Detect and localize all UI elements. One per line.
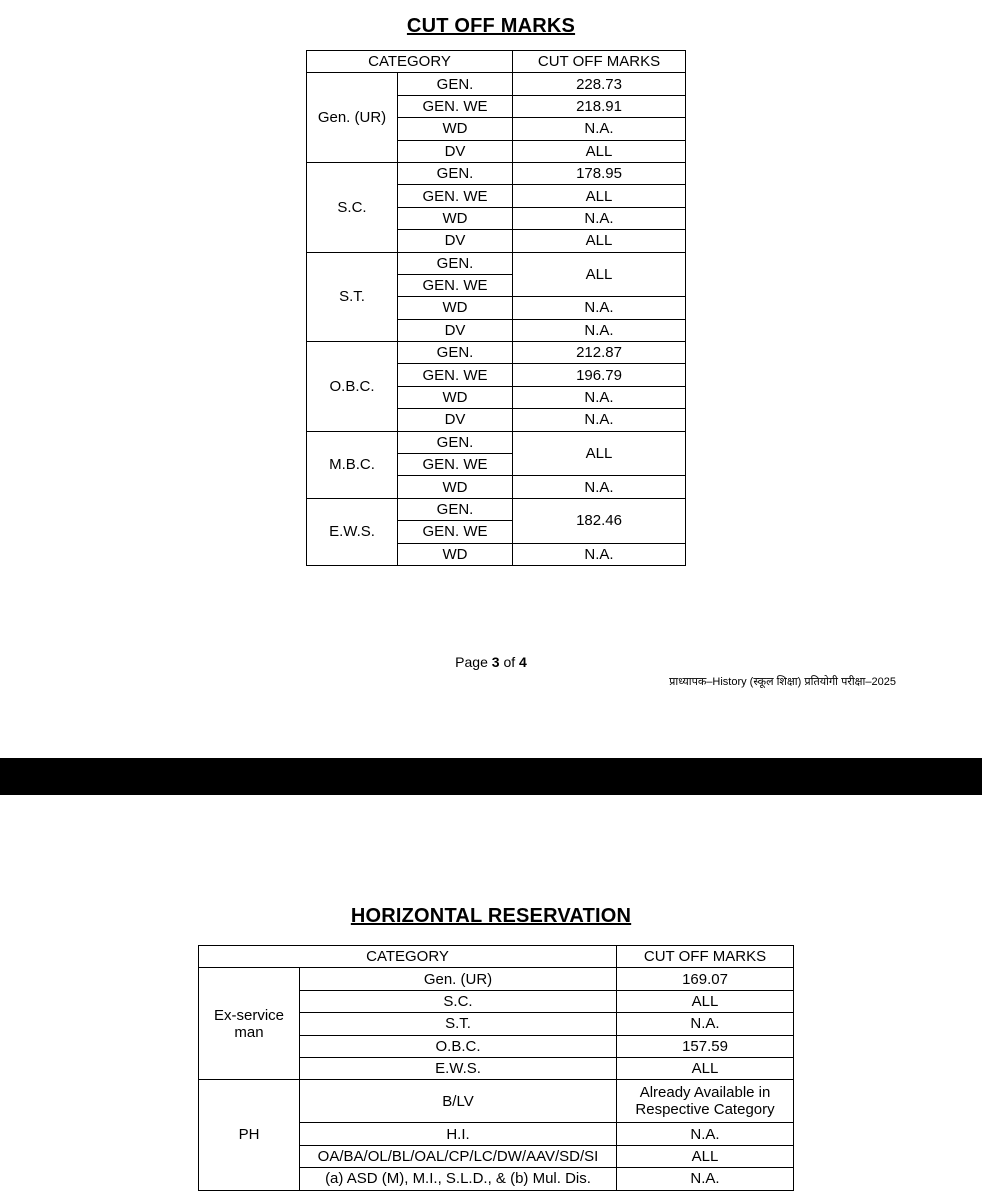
marks-cell: 169.07 (617, 968, 794, 990)
subcategory-cell: GEN. WE (398, 364, 513, 386)
table-row (199, 1080, 794, 1123)
marks-cell: ALL (513, 185, 686, 207)
page-of: of (499, 654, 520, 670)
subcategory-cell: DV (398, 319, 513, 341)
header-cutoff-marks: CUT OFF MARKS (513, 51, 686, 73)
subcategory-cell: GEN. WE (398, 521, 513, 543)
subcategory-cell: E.W.S. (300, 1057, 617, 1079)
subcategory-cell: GEN. (398, 342, 513, 364)
category-cell: PH (199, 1080, 300, 1190)
marks-cell: N.A. (513, 409, 686, 431)
cutoff-title: CUT OFF MARKS (406, 15, 576, 37)
marks-cell: ALL (513, 230, 686, 252)
subcategory-cell: GEN. (398, 431, 513, 453)
marks-cell: N.A. (513, 543, 686, 565)
table-row (199, 968, 794, 990)
header-cutoff-marks: CUT OFF MARKS (617, 946, 794, 968)
subcategory-cell: O.B.C. (300, 1035, 617, 1057)
subcategory-cell: GEN. WE (398, 454, 513, 476)
table-header-row (199, 946, 794, 968)
subcategory-cell: DV (398, 140, 513, 162)
page-separator-band (0, 758, 982, 795)
subcategory-cell: DV (398, 230, 513, 252)
category-cell: S.C. (307, 162, 398, 252)
category-cell: M.B.C. (307, 431, 398, 498)
table-row (307, 342, 686, 364)
marks-cell: N.A. (513, 207, 686, 229)
subcategory-cell: S.T. (300, 1013, 617, 1035)
category-cell: O.B.C. (307, 342, 398, 432)
marks-cell: 228.73 (513, 73, 686, 95)
marks-cell: N.A. (513, 476, 686, 498)
category-cell: S.T. (307, 252, 398, 342)
subcategory-cell: GEN. (398, 498, 513, 520)
subcategory-cell: DV (398, 409, 513, 431)
subcategory-cell: GEN. (398, 252, 513, 274)
table-row (307, 498, 686, 520)
subcategory-cell: GEN. (398, 73, 513, 95)
subcategory-cell: OA/BA/OL/BL/OAL/CP/LC/DW/AAV/SD/SI (300, 1145, 617, 1167)
marks-cell: ALL (617, 990, 794, 1012)
category-cell: E.W.S. (307, 498, 398, 565)
subcategory-cell: WD (398, 476, 513, 498)
marks-cell: 182.46 (513, 498, 686, 543)
exam-note: प्राध्यापक–History (स्कूल शिक्षा) प्रतियोगी परीक्षा–2025 (669, 676, 896, 688)
subcategory-cell: GEN. (398, 162, 513, 184)
table-header-row (307, 51, 686, 73)
marks-cell: 218.91 (513, 95, 686, 117)
page-total: 4 (519, 654, 527, 670)
marks-cell: N.A. (617, 1168, 794, 1190)
subcategory-cell: WD (398, 297, 513, 319)
subcategory-cell: S.C. (300, 990, 617, 1012)
subcategory-cell: WD (398, 118, 513, 140)
subcategory-cell: Gen. (UR) (300, 968, 617, 990)
category-cell: Ex-service man (199, 968, 300, 1080)
document-page-4 (0, 795, 982, 1200)
page-current: 3 (491, 654, 500, 670)
page-number (0, 654, 982, 670)
horizontal-reservation-title: HORIZONTAL RESERVATION (350, 905, 632, 927)
category-cell: Gen. (UR) (307, 73, 398, 163)
marks-cell: ALL (617, 1057, 794, 1079)
marks-cell: Already Available in Respective Category (617, 1080, 794, 1123)
table-row (307, 252, 686, 274)
subcategory-cell: B/LV (300, 1080, 617, 1123)
marks-cell: N.A. (617, 1123, 794, 1145)
subcategory-cell: GEN. WE (398, 95, 513, 117)
marks-cell: 196.79 (513, 364, 686, 386)
subcategory-cell: H.I. (300, 1123, 617, 1145)
subcategory-cell: (a) ASD (M), M.I., S.L.D., & (b) Mul. Dis. (300, 1168, 617, 1190)
marks-cell: 178.95 (513, 162, 686, 184)
horizontal-reservation-table (198, 945, 794, 1191)
subcategory-cell: GEN. WE (398, 185, 513, 207)
subcategory-cell: WD (398, 543, 513, 565)
subcategory-cell: GEN. WE (398, 274, 513, 296)
marks-cell: ALL (513, 252, 686, 297)
subcategory-cell: WD (398, 207, 513, 229)
marks-cell: N.A. (513, 118, 686, 140)
table-row (307, 431, 686, 453)
table-row (307, 73, 686, 95)
marks-cell: N.A. (513, 319, 686, 341)
marks-cell: 157.59 (617, 1035, 794, 1057)
marks-cell: ALL (513, 431, 686, 476)
marks-cell: 212.87 (513, 342, 686, 364)
marks-cell: ALL (617, 1145, 794, 1167)
marks-cell: N.A. (617, 1013, 794, 1035)
subcategory-cell: WD (398, 386, 513, 408)
marks-cell: ALL (513, 140, 686, 162)
header-category: CATEGORY (199, 946, 617, 968)
page-prefix: Page (455, 654, 492, 670)
cutoff-table (306, 50, 686, 566)
header-category: CATEGORY (307, 51, 513, 73)
table-row (307, 162, 686, 184)
marks-cell: N.A. (513, 386, 686, 408)
marks-cell: N.A. (513, 297, 686, 319)
